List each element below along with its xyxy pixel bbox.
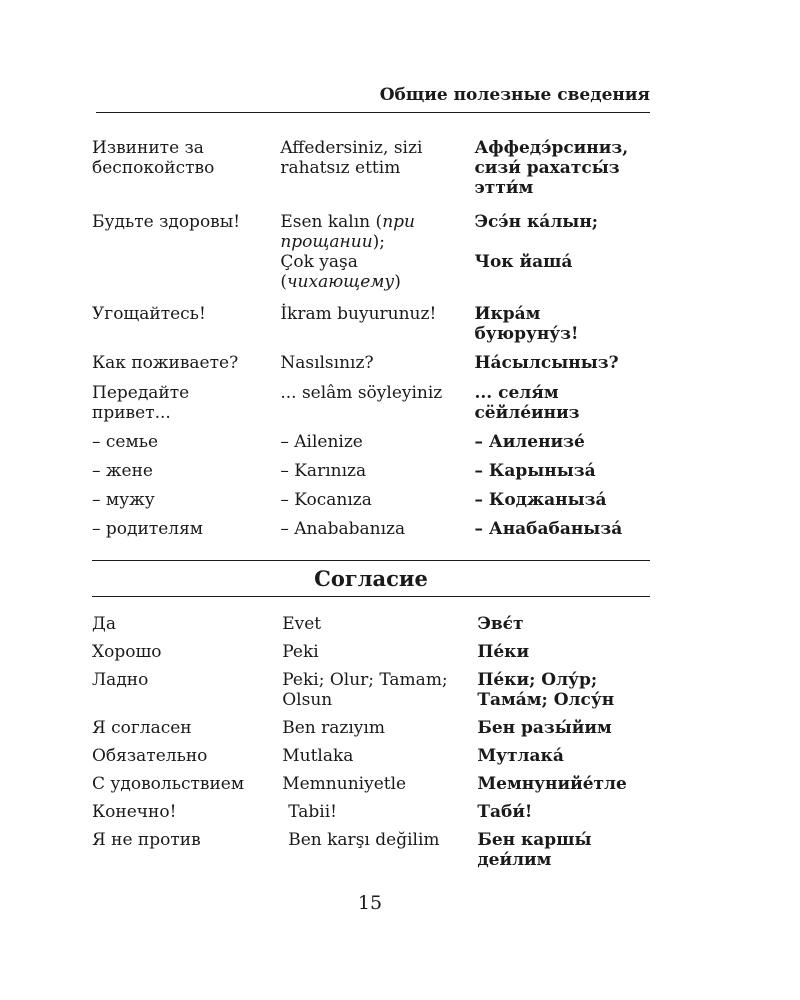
russian-phrase: – семье (92, 432, 159, 452)
russian-phrase: Извините за беспокойство (92, 138, 215, 178)
phrase-table-general (88, 138, 648, 539)
table-row (88, 304, 648, 353)
russian-phrase: – родителям (92, 519, 204, 539)
table-row (88, 670, 648, 718)
turkish-phrase: Evet (282, 614, 322, 634)
running-head: Общие полезные сведения (96, 84, 650, 113)
transcription: Бен разы́йим (477, 718, 612, 738)
russian-phrase: – мужу (92, 490, 155, 510)
transcription: Таби́! (477, 802, 533, 822)
russian-phrase: Как поживаете? (92, 353, 239, 373)
transcription: Аффедэ́рсиниз, сизи́ рахатсы́з этти́м (474, 138, 629, 198)
transcription: Бен каршы́ деи́лим (477, 830, 592, 870)
section-title: Согласие (92, 560, 650, 597)
transcription: – Анабабаныза́ (474, 519, 623, 539)
table-row (88, 461, 648, 490)
table-row (88, 774, 648, 802)
turkish-phrase: – Ailenize (280, 432, 363, 452)
turkish-phrase: Ben karşı değilim (288, 830, 440, 850)
russian-phrase: Да (92, 614, 116, 634)
turkish-phrase-part: Esen kalın (280, 212, 371, 232)
table-row (88, 642, 648, 670)
transcription: Икра́м буюруну́з! (474, 304, 579, 344)
russian-phrase: – жене (92, 461, 153, 481)
usage-note: при прощании (280, 212, 415, 252)
transcription: На́сылсыныз? (474, 353, 619, 373)
table-row (88, 802, 648, 830)
russian-phrase: Ладно (92, 670, 149, 690)
table-row (88, 212, 648, 304)
turkish-phrase-part: Çok yaşa (280, 252, 358, 272)
russian-phrase: Угощайтесь! (92, 304, 206, 324)
turkish-phrase: Affedersiniz, sizi rahatsız ettim (280, 138, 423, 178)
turkish-phrase: Peki (282, 642, 319, 662)
table-row (88, 718, 648, 746)
table-row (88, 383, 648, 432)
russian-phrase: Обязательно (92, 746, 208, 766)
transcription: Мемнунийе́тле (477, 774, 627, 794)
transcription: Эвє́т (477, 614, 524, 634)
transcription: Мутлака́ (477, 746, 564, 766)
turkish-phrase: İkram buyurunuz! (280, 304, 437, 324)
russian-phrase: Конечно! (92, 802, 177, 822)
transcription: Пе́ки (477, 642, 530, 662)
turkish-phrase: – Anababanıza (280, 519, 406, 539)
russian-phrase: Будьте здоровы! (92, 212, 241, 232)
table-row (88, 519, 648, 539)
russian-phrase: Я согласен (92, 718, 192, 738)
transcription: Пе́ки; Олу́р; Тама́м; Олсу́н (477, 670, 615, 710)
transcription: – Аиленизе́ (474, 432, 585, 452)
table-row (88, 830, 648, 870)
table-row (88, 432, 648, 461)
turkish-phrase: Ben razıyım (282, 718, 385, 738)
transcription-part: Чок йаша́ (474, 252, 573, 272)
transcription-part: Эсэ́н ка́лын; (474, 212, 599, 232)
transcription: – Коджаныза́ (474, 490, 607, 510)
table-row (88, 746, 648, 774)
transcription: ... селя́м сёйле́иниз (474, 383, 580, 423)
transcription: – Карыныза́ (474, 461, 596, 481)
table-row (88, 614, 648, 642)
russian-phrase: С удовольствием (92, 774, 245, 794)
turkish-phrase: – Karınıza (280, 461, 367, 481)
turkish-phrase: ... selâm söyleyiniz (280, 383, 443, 403)
turkish-phrase: Nasılsınız? (280, 353, 374, 373)
turkish-phrase: Peki; Olur; Tamam; Olsun (282, 670, 448, 710)
russian-phrase: Передайте привет... (92, 383, 190, 423)
phrase-table-agreement (88, 614, 648, 870)
turkish-phrase: Tabii! (288, 802, 337, 822)
table-row (88, 138, 648, 212)
turkish-phrase: – Kocanıza (280, 490, 372, 510)
turkish-phrase: Esen kalın (при прощании); Çok yaşa (чихающему) (280, 212, 415, 292)
turkish-phrase: Memnuniyetle (282, 774, 407, 794)
table-row (88, 353, 648, 383)
usage-note: чихающему (286, 272, 395, 292)
turkish-phrase: Mutlaka (282, 746, 354, 766)
russian-phrase: Я не против (92, 830, 201, 850)
table-row (88, 490, 648, 519)
page-number: 15 (357, 892, 383, 914)
russian-phrase: Хорошо (92, 642, 162, 662)
transcription (470, 212, 648, 304)
